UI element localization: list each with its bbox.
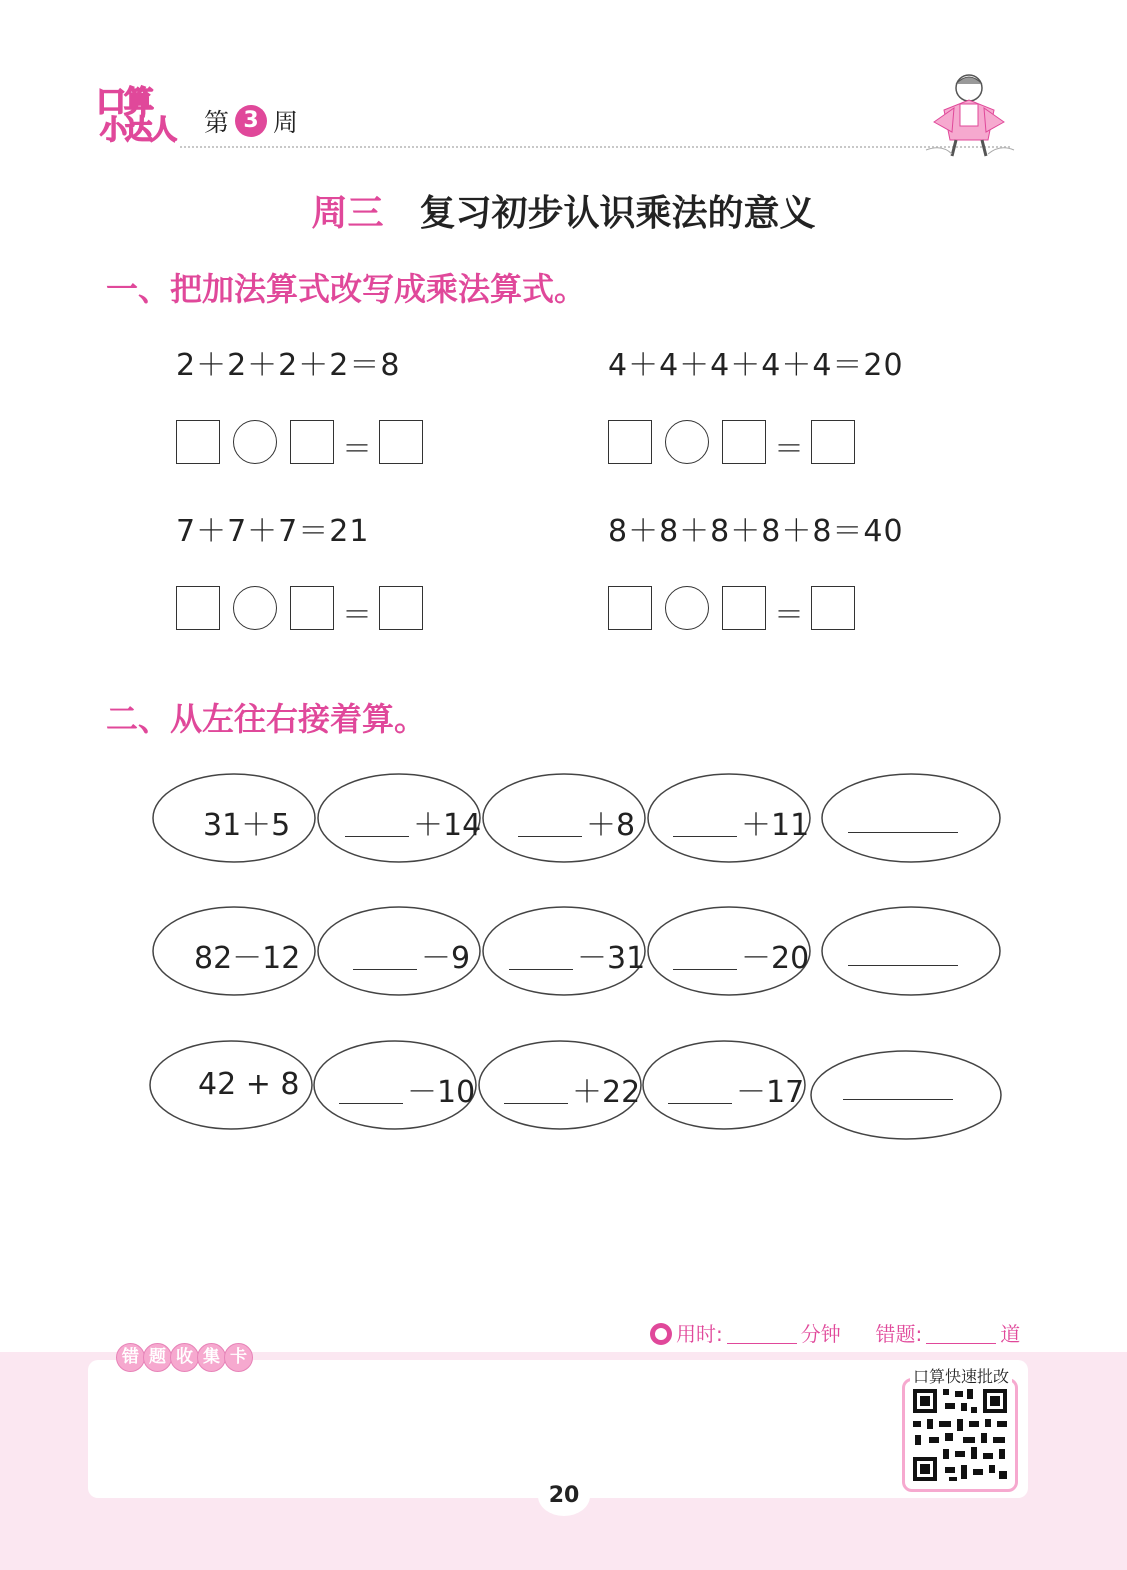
mascot-illustration [922, 70, 1017, 160]
week-number-badge: 3 [235, 105, 267, 137]
problem-expression: 8＋8＋8＋8＋8＝40 [608, 514, 904, 549]
stopwatch-icon [650, 1323, 672, 1345]
answer-box[interactable] [811, 420, 855, 464]
problem-expression: 2＋2＋2＋2＝8 [176, 348, 401, 383]
chain-start: 82－12 [194, 941, 301, 976]
operator-circle[interactable] [665, 586, 709, 630]
card-label-char: 集 [197, 1343, 226, 1372]
chain-ellipse [822, 774, 1000, 862]
answer-blank[interactable] [339, 1103, 403, 1104]
operator-circle[interactable] [233, 586, 277, 630]
brand-logo [96, 85, 176, 150]
timing-record [650, 1318, 1020, 1347]
answer-box[interactable] [608, 586, 652, 630]
answer-box[interactable] [379, 420, 423, 464]
chain-ellipse [811, 1051, 1001, 1139]
chain-ellipse [822, 907, 1000, 995]
answer-blank[interactable] [673, 836, 737, 837]
title-topic: 复习初步认识乘法的意义 [419, 193, 816, 234]
answer-box[interactable] [722, 586, 766, 630]
chain-step: ＋8 [586, 808, 636, 843]
card-label-char: 题 [143, 1343, 172, 1372]
card-label-char: 错 [116, 1343, 145, 1372]
mistake-card-label [116, 1343, 251, 1371]
chain-step: ＋14 [413, 808, 482, 843]
chain-step: －31 [577, 941, 646, 976]
week-prefix: 第 [204, 108, 230, 137]
chain-start: 31＋5 [203, 808, 291, 843]
equals-sign: ＝ [342, 432, 372, 467]
errors-label: 错题: [875, 1322, 923, 1346]
answer-blank[interactable] [673, 969, 737, 970]
answer-box[interactable] [290, 586, 334, 630]
header-divider [180, 146, 1010, 148]
answer-blank[interactable] [345, 836, 409, 837]
answer-box[interactable] [176, 586, 220, 630]
chain-step: ＋22 [572, 1075, 641, 1110]
answer-blank[interactable] [518, 836, 582, 837]
operator-circle[interactable] [233, 420, 277, 464]
errors-blank[interactable] [926, 1343, 996, 1344]
answer-box[interactable] [722, 420, 766, 464]
answer-blank[interactable] [668, 1103, 732, 1104]
equals-sign: ＝ [342, 598, 372, 633]
answer-box[interactable] [379, 586, 423, 630]
brand-line2: 小达人 [100, 115, 175, 146]
chain-step: ＋11 [741, 808, 810, 843]
card-label-char: 卡 [224, 1343, 253, 1372]
final-answer-blank[interactable] [848, 832, 958, 833]
title-day: 周三 [311, 193, 384, 234]
time-unit: 分钟 [800, 1322, 841, 1346]
answer-blank[interactable] [504, 1103, 568, 1104]
answer-box[interactable] [608, 420, 652, 464]
qr-code-frame[interactable] [902, 1378, 1018, 1492]
answer-blank[interactable] [353, 969, 417, 970]
section2-heading: 二、从左往右接着算。 [106, 700, 427, 738]
final-answer-blank[interactable] [843, 1099, 953, 1100]
problem-expression: 4＋4＋4＋4＋4＝20 [608, 348, 904, 383]
problem-expression: 7＋7＋7＝21 [176, 514, 370, 549]
week-suffix: 周 [273, 108, 299, 137]
chain-step: －10 [407, 1075, 476, 1110]
final-answer-blank[interactable] [848, 965, 958, 966]
equals-sign: ＝ [774, 432, 804, 467]
time-label: 用时: [676, 1322, 723, 1346]
qr-label: 口算快速批改 [910, 1364, 1012, 1387]
chain-step: －20 [741, 941, 810, 976]
page-number: 20 [538, 1476, 590, 1516]
time-blank[interactable] [727, 1343, 797, 1344]
card-label-char: 收 [170, 1343, 199, 1372]
qr-code-icon [905, 1381, 1015, 1489]
week-indicator [204, 103, 298, 139]
answer-blank[interactable] [509, 969, 573, 970]
section1-heading: 一、把加法算式改写成乘法算式。 [106, 270, 587, 308]
answer-box[interactable] [176, 420, 220, 464]
errors-unit: 道 [1000, 1322, 1021, 1346]
chain-step: －17 [736, 1075, 805, 1110]
operator-circle[interactable] [665, 420, 709, 464]
chain-start: 42 + 8 [198, 1067, 300, 1102]
answer-box[interactable] [811, 586, 855, 630]
brand-line1: 口算 [96, 85, 152, 120]
page-title [0, 185, 1127, 236]
chain-step: －9 [421, 941, 471, 976]
equals-sign: ＝ [774, 598, 804, 633]
answer-box[interactable] [290, 420, 334, 464]
